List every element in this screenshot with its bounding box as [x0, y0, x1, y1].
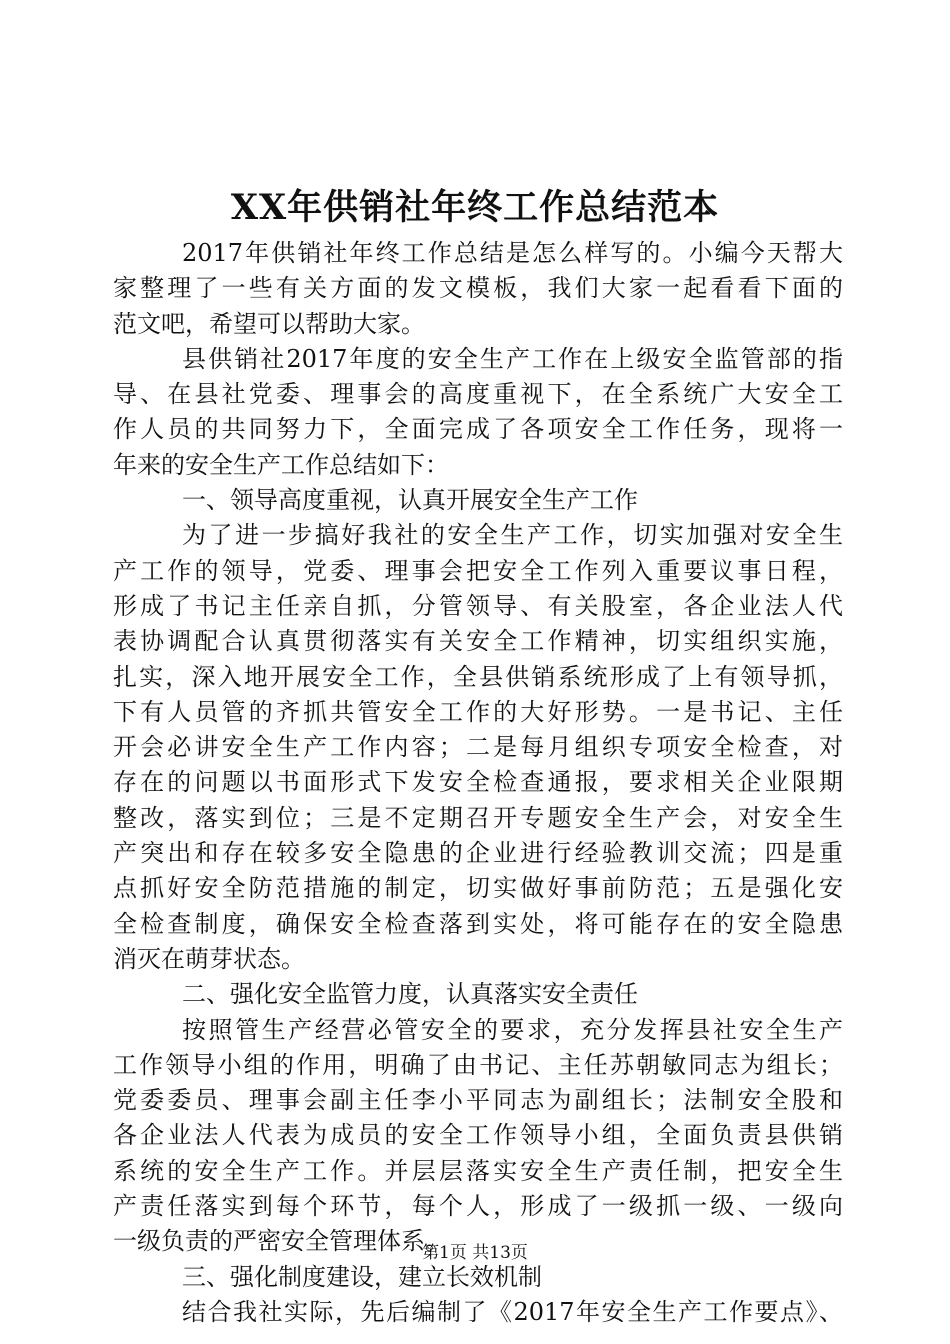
section-heading: 三、强化制度建设，建立长效机制: [182, 1262, 542, 1291]
text-line: 形成了书记主任亲自抓，分管领导、有关股室，各企业法人代: [113, 591, 843, 620]
text-line: 系统的安全生产工作。并层层落实安全生产责任制，把安全生: [113, 1156, 843, 1185]
text-line: 下有人员管的齐抓共管安全工作的大好形势。一是书记、主任: [113, 697, 843, 726]
text-line: 产工作的领导，党委、理事会把安全工作列入重要议事日程，: [113, 556, 843, 585]
text-line: 一级负责的严密安全管理体系。: [113, 1227, 449, 1256]
text-line: 产突出和存在较多安全隐患的企业进行经验教训交流；四是重: [113, 839, 843, 868]
text-line: 开会必讲安全生产工作内容；二是每月组织专项安全检查，对: [113, 733, 843, 762]
text-line: 2017年供销社年终工作总结是怎么样写的。小编今天帮大: [182, 239, 843, 267]
text-line: 范文吧，希望可以帮助大家。: [113, 309, 425, 338]
text-line: 点抓好安全防范措施的制定，切实做好事前防范；五是强化安: [113, 874, 843, 903]
text-line: 工作领导小组的作用，明确了由书记、主任苏朝敏同志为组长；: [113, 1050, 843, 1079]
text-line: 全检查制度，确保安全检查落到实处，将可能存在的安全隐患: [113, 909, 843, 938]
text-line: 产责任落实到每个环节，每个人，形成了一级抓一级、一级向: [113, 1192, 843, 1221]
text-line: 整改，落实到位；三是不定期召开专题安全生产会，对安全生: [113, 803, 843, 832]
page-footer: 第1页 共13页: [422, 1243, 528, 1263]
text-line: 党委委员、理事会副主任李小平同志为副组长；法制安全股和: [113, 1086, 843, 1115]
text-line: 年来的安全生产工作总结如下：: [113, 450, 449, 479]
document-title: XX年供销社年终工作总结范本: [230, 187, 720, 228]
text-line: 按照管生产经营必管安全的要求，充分发挥县社安全生产: [182, 1015, 843, 1044]
document-body: [113, 236, 843, 1330]
text-line: 表协调配合认真贯彻落实有关安全工作精神，切实组织实施，: [113, 627, 843, 656]
section-heading: 二、强化安全监管力度，认真落实安全责任: [182, 980, 638, 1009]
text-line: 存在的问题以书面形式下发安全检查通报，要求相关企业限期: [113, 768, 843, 797]
text-line: 扎实，深入地开展安全工作，全县供销系统形成了上有领导抓，: [113, 662, 843, 691]
text-line: 结合我社实际，先后编制了《2017年安全生产工作要点》、: [182, 1297, 843, 1326]
text-line: 消灭在萌芽状态。: [113, 944, 305, 973]
text-line: 家整理了一些有关方面的发文模板，我们大家一起看看下面的: [113, 274, 843, 303]
text-line: 导、在县社党委、理事会的高度重视下，在全系统广大安全工: [113, 380, 843, 409]
text-line: 为了进一步搞好我社的安全生产工作，切实加强对安全生: [182, 521, 843, 550]
section-heading: 一、领导高度重视，认真开展安全生产工作: [182, 486, 638, 515]
text-line: 作人员的共同努力下，全面完成了各项安全工作任务，现将一: [113, 415, 843, 444]
text-line: 各企业法人代表为成员的安全工作领导小组，全面负责县供销: [113, 1121, 843, 1150]
text-line: 县供销社2017年度的安全生产工作在上级安全监管部的指: [182, 344, 843, 373]
